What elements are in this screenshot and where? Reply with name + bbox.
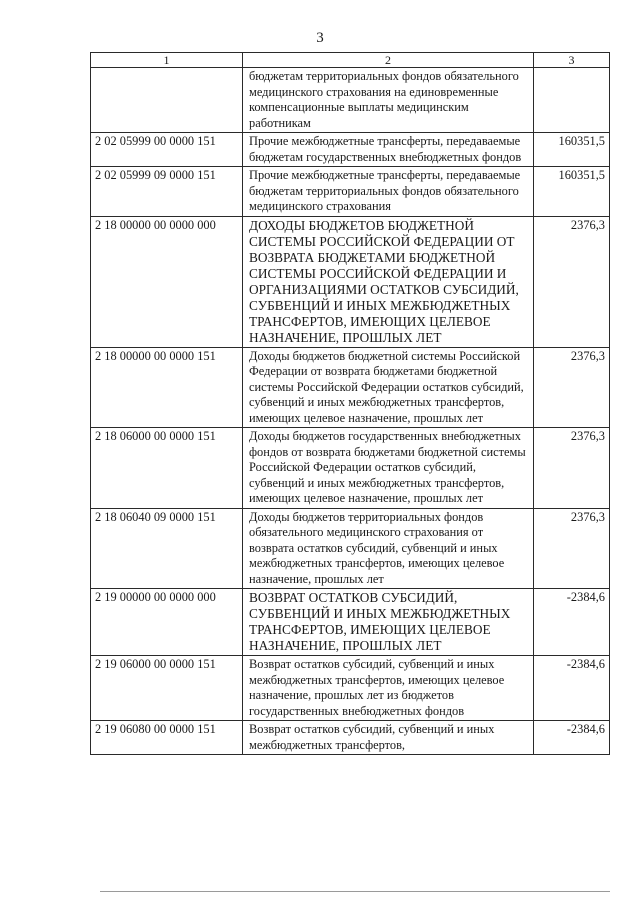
table-row — [91, 721, 610, 755]
revenue-item-name: Возврат остатков субсидий, субвенций и иных межбюджетных трансфертов, имеющих целевое назначение, прошлых лет из бюджетов государственных внебюджетных фондов — [243, 656, 534, 721]
revenue-item-name: ДОХОДЫ БЮДЖЕТОВ БЮДЖЕТНОЙ СИСТЕМЫ РОССИЙСКОЙ ФЕДЕРАЦИИ ОТ ВОЗВРАТА БЮДЖЕТАМИ БЮДЖЕТНОЙ СИСТЕМЫ РОССИЙСКОЙ ФЕДЕРАЦИИ И ОРГАНИЗАЦИЯМИ ОСТАТКОВ СУБСИДИЙ, СУБВЕНЦИЙ И ИНЫХ МЕЖБЮДЖЕТНЫХ ТРАНСФЕРТОВ, ИМЕЮЩИХ ЦЕЛЕВОЕ НАЗНАЧЕНИЕ, ПРОШЛЫХ ЛЕТ — [243, 216, 534, 347]
revenue-amount: -2384,6 — [534, 656, 610, 721]
revenue-item-name: Прочие межбюджетные трансферты, передаваемые бюджетам государственных внебюджетных фондов — [243, 133, 534, 167]
table-row — [91, 428, 610, 509]
revenue-item-name: Прочие межбюджетные трансферты, передаваемые бюджетам территориальных фондов обязательного медицинского страхования — [243, 167, 534, 217]
revenue-item-name: Доходы бюджетов государственных внебюджетных фондов от возврата бюджетами бюджетной системы Российской Федерации остатков субсидий, субвенций и иных межбюджетных трансфертов, имеющих целевое назначение, прошлых лет — [243, 428, 534, 509]
revenue-item-name: ВОЗВРАТ ОСТАТКОВ СУБСИДИЙ, СУБВЕНЦИЙ И ИНЫХ МЕЖБЮДЖЕТНЫХ ТРАНСФЕРТОВ, ИМЕЮЩИХ ЦЕЛЕВОЕ НАЗНАЧЕНИЕ, ПРОШЛЫХ ЛЕТ — [243, 589, 534, 656]
budget-classification-code: 2 18 06000 00 0000 151 — [91, 428, 243, 509]
table-row — [91, 347, 610, 428]
column-header-amount: 3 — [534, 53, 610, 68]
revenue-item-name: Доходы бюджетов территориальных фондов обязательного медицинского страхования от возврата остатков субсидий, субвенций и иных межбюджетных трансфертов, имеющих целевое назначение, прошлых лет — [243, 508, 534, 589]
revenue-amount: -2384,6 — [534, 721, 610, 755]
revenue-amount: -2384,6 — [534, 589, 610, 656]
page-number: 3 — [316, 30, 324, 46]
revenue-amount: 2376,3 — [534, 216, 610, 347]
table-row — [91, 133, 610, 167]
budget-classification-code: 2 02 05999 00 0000 151 — [91, 133, 243, 167]
budget-classification-code: 2 18 00000 00 0000 000 — [91, 216, 243, 347]
budget-classification-code: 2 18 06040 09 0000 151 — [91, 508, 243, 589]
revenue-amount: 2376,3 — [534, 428, 610, 509]
budget-classification-code: 2 18 00000 00 0000 151 — [91, 347, 243, 428]
column-header-name: 2 — [243, 53, 534, 68]
revenue-amount: 2376,3 — [534, 508, 610, 589]
table-row — [91, 589, 610, 656]
revenue-item-name: бюджетам территориальных фондов обязательного медицинского страхования на единовременные компенсационные выплаты медицинским работникам — [243, 68, 534, 133]
revenue-amount: 160351,5 — [534, 167, 610, 217]
table-row — [91, 167, 610, 217]
column-header-code: 1 — [91, 53, 243, 68]
table-row — [91, 68, 610, 133]
budget-revenue-table — [90, 52, 610, 755]
table-row — [91, 656, 610, 721]
table-body — [91, 68, 610, 755]
budget-classification-code: 2 19 00000 00 0000 000 — [91, 589, 243, 656]
revenue-amount — [534, 68, 610, 133]
table-header-row — [91, 53, 610, 68]
revenue-amount: 160351,5 — [534, 133, 610, 167]
table-row — [91, 216, 610, 347]
revenue-amount: 2376,3 — [534, 347, 610, 428]
page-bottom-rule — [100, 891, 610, 892]
budget-classification-code: 2 02 05999 09 0000 151 — [91, 167, 243, 217]
table-row — [91, 508, 610, 589]
budget-classification-code — [91, 68, 243, 133]
budget-classification-code: 2 19 06080 00 0000 151 — [91, 721, 243, 755]
revenue-item-name: Возврат остатков субсидий, субвенций и иных межбюджетных трансфертов, — [243, 721, 534, 755]
revenue-item-name: Доходы бюджетов бюджетной системы Российской Федерации от возврата бюджетами бюджетной системы Российской Федерации остатков субсидий, субвенций и иных межбюджетных трансфертов, имеющих целевое назначение, прошлых лет — [243, 347, 534, 428]
budget-classification-code: 2 19 06000 00 0000 151 — [91, 656, 243, 721]
